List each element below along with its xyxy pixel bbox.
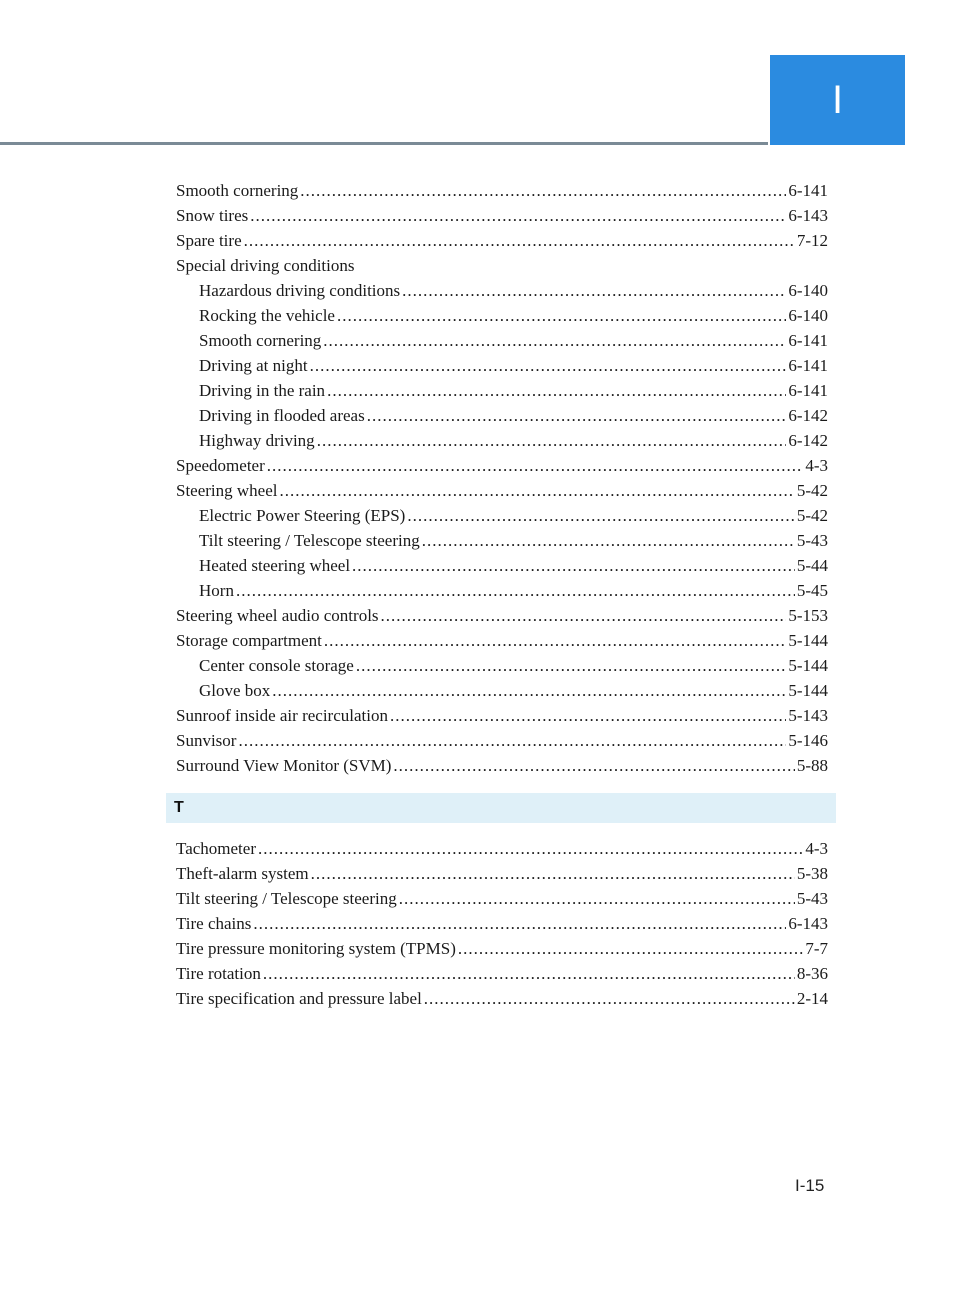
entry-label: Spare tire	[176, 231, 242, 250]
index-subentry	[176, 403, 828, 428]
index-entry	[176, 961, 828, 986]
entry-page: 6-143	[788, 914, 828, 933]
entry-page: 6-142	[788, 406, 828, 425]
entry-page: 6-142	[788, 431, 828, 450]
entry-page: 6-141	[788, 181, 828, 200]
index-entry	[176, 178, 828, 203]
entry-page: 6-141	[788, 381, 828, 400]
entry-label: Storage compartment	[176, 631, 322, 650]
leader-dots	[402, 278, 786, 303]
index-tab	[770, 55, 905, 145]
index-subentry	[176, 378, 828, 403]
index-list	[176, 178, 828, 1011]
entry-label: Glove box	[199, 681, 271, 700]
leader-dots	[367, 403, 787, 428]
index-entry	[176, 886, 828, 911]
leader-dots	[424, 986, 795, 1011]
index-entry	[176, 861, 828, 886]
leader-dots	[236, 578, 795, 603]
entry-page: 7-7	[805, 939, 828, 958]
entry-page: 5-44	[796, 556, 828, 575]
entry-page: 6-143	[788, 206, 828, 225]
entry-page: 5-43	[796, 889, 828, 908]
entry-label: Driving at night	[199, 356, 308, 375]
leader-dots	[323, 328, 786, 353]
index-entry	[176, 836, 828, 861]
leader-dots	[267, 453, 804, 478]
leader-dots	[272, 678, 786, 703]
entry-label: Theft-alarm system	[176, 864, 309, 883]
index-heading	[176, 253, 828, 278]
entry-page: 5-88	[796, 756, 828, 775]
entry-label: Steering wheel	[176, 481, 278, 500]
index-subentry	[176, 328, 828, 353]
entry-label: Tire pressure monitoring system (TPMS)	[176, 939, 456, 958]
entry-page: 5-42	[796, 481, 828, 500]
entry-page: 5-146	[788, 731, 828, 750]
section-letter: T	[174, 799, 184, 816]
entry-page: 6-141	[788, 356, 828, 375]
index-subentry	[176, 303, 828, 328]
entry-page: 5-45	[796, 581, 828, 600]
leader-dots	[258, 836, 803, 861]
leader-dots	[310, 353, 787, 378]
section-header-t	[166, 793, 836, 823]
index-subentry	[176, 503, 828, 528]
index-subentry	[176, 528, 828, 553]
entry-page: 5-144	[788, 631, 828, 650]
index-entry	[176, 703, 828, 728]
entry-label: Tachometer	[176, 839, 256, 858]
leader-dots	[407, 503, 795, 528]
leader-dots	[238, 728, 786, 753]
index-entry	[176, 936, 828, 961]
leader-dots	[356, 653, 786, 678]
index-tab-label: I	[831, 77, 844, 122]
entry-label: Rocking the vehicle	[199, 306, 335, 325]
entry-label: Horn	[199, 581, 234, 600]
leader-dots	[250, 203, 786, 228]
leader-dots	[390, 703, 786, 728]
entry-label: Hazardous driving conditions	[199, 281, 401, 300]
index-entry	[176, 203, 828, 228]
entry-page: 4-3	[805, 456, 828, 475]
entry-page: 4-3	[805, 839, 828, 858]
entry-label: Smooth cornering	[199, 331, 322, 350]
leader-dots	[393, 753, 794, 778]
entry-label: Highway driving	[199, 431, 315, 450]
entry-label: Tire chains	[176, 914, 252, 933]
entry-page: 2-14	[796, 989, 828, 1008]
entry-page: 6-140	[788, 281, 828, 300]
entry-label: Driving in the rain	[199, 381, 326, 400]
index-subentry	[176, 353, 828, 378]
leader-dots	[327, 378, 786, 403]
entry-label: Speedometer	[176, 456, 265, 475]
index-entry	[176, 478, 828, 503]
leader-dots	[253, 911, 786, 936]
entry-label: Snow tires	[176, 206, 249, 225]
entry-label: Driving in flooded areas	[199, 406, 365, 425]
entry-page: 6-140	[788, 306, 828, 325]
entry-label: Tire specification and pressure label	[176, 989, 422, 1008]
index-entry	[176, 911, 828, 936]
entry-page: 5-38	[796, 864, 828, 883]
leader-dots	[280, 478, 795, 503]
entry-label: Surround View Monitor (SVM)	[176, 756, 392, 775]
leader-dots	[317, 428, 787, 453]
entry-label: Special driving conditions	[176, 256, 355, 275]
entry-label: Electric Power Steering (EPS)	[199, 506, 406, 525]
leader-dots	[381, 603, 787, 628]
entry-label: Heated steering wheel	[199, 556, 351, 575]
header-rule	[0, 142, 768, 145]
entry-page: 8-36	[796, 964, 828, 983]
index-entry	[176, 628, 828, 653]
entry-label: Sunvisor	[176, 731, 237, 750]
index-entry	[176, 453, 828, 478]
leader-dots	[399, 886, 795, 911]
entry-page: 5-153	[788, 606, 828, 625]
index-subentry	[176, 578, 828, 603]
leader-dots	[422, 528, 795, 553]
entry-page: 5-144	[788, 681, 828, 700]
entry-page: 7-12	[796, 231, 828, 250]
leader-dots	[311, 861, 795, 886]
entry-label: Center console storage	[199, 656, 354, 675]
index-entry	[176, 228, 828, 253]
index-entry	[176, 986, 828, 1011]
entry-page: 5-42	[796, 506, 828, 525]
entry-label: Tilt steering / Telescope steering	[176, 889, 397, 908]
entry-label: Tilt steering / Telescope steering	[199, 531, 420, 550]
leader-dots	[300, 178, 786, 203]
leader-dots	[352, 553, 795, 578]
index-subentry	[176, 278, 828, 303]
index-entry	[176, 753, 828, 778]
index-subentry	[176, 653, 828, 678]
index-entry	[176, 728, 828, 753]
page-number: I-15	[795, 1176, 825, 1195]
leader-dots	[337, 303, 786, 328]
entry-label: Steering wheel audio controls	[176, 606, 379, 625]
leader-dots	[324, 628, 786, 653]
entry-page: 6-141	[788, 331, 828, 350]
entry-label: Smooth cornering	[176, 181, 299, 200]
leader-dots	[263, 961, 795, 986]
entry-label: Tire rotation	[176, 964, 261, 983]
entry-label: Sunroof inside air recirculation	[176, 706, 388, 725]
entry-page: 5-144	[788, 656, 828, 675]
index-subentry	[176, 428, 828, 453]
leader-dots	[244, 228, 795, 253]
index-subentry	[176, 678, 828, 703]
index-subentry	[176, 553, 828, 578]
entry-page: 5-43	[796, 531, 828, 550]
leader-dots	[458, 936, 803, 961]
index-entry	[176, 603, 828, 628]
entry-page: 5-143	[788, 706, 828, 725]
